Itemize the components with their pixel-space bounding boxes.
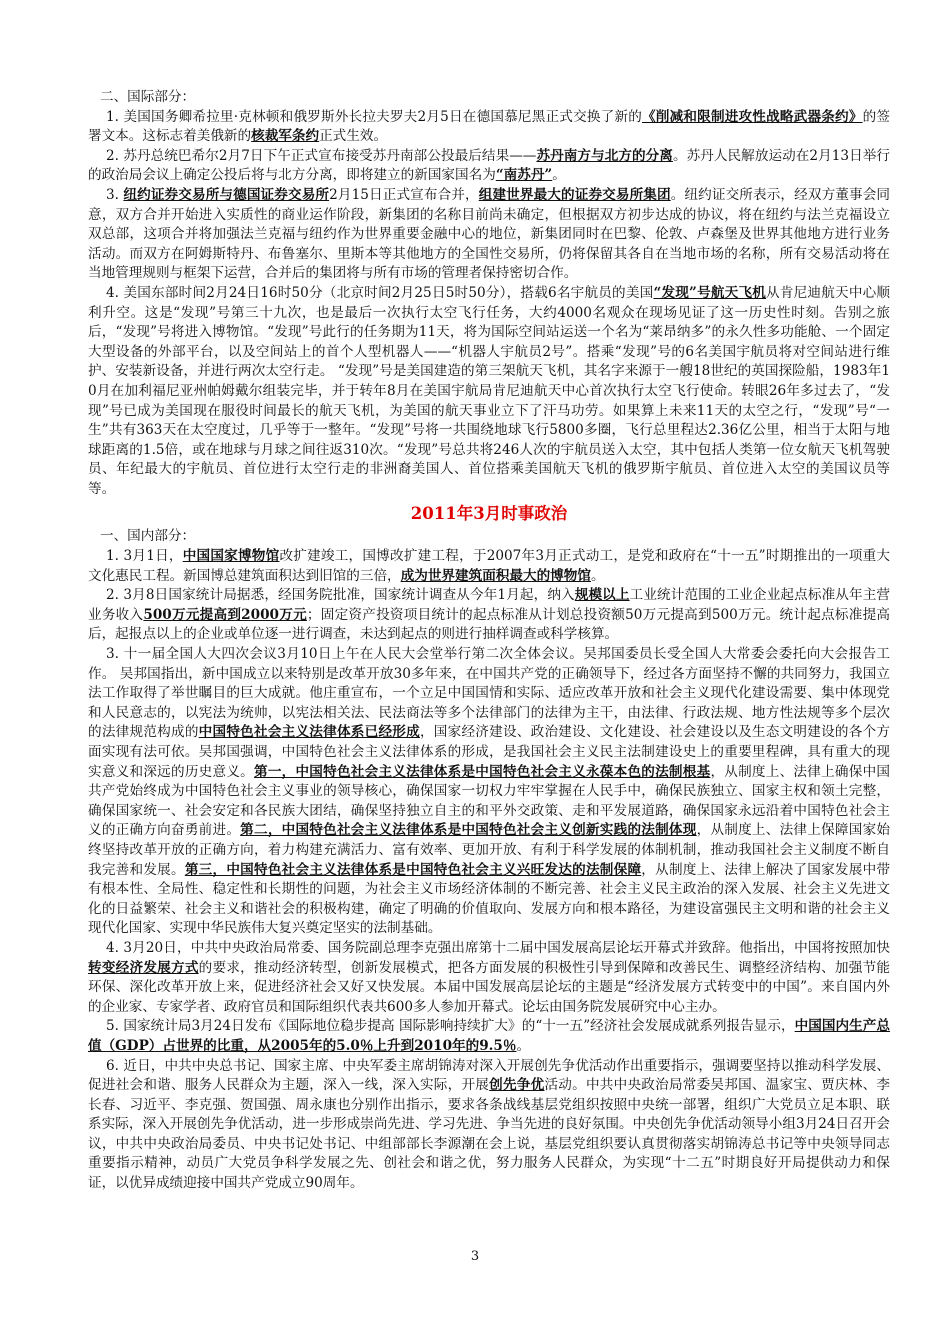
domestic-items	[88, 547, 890, 1194]
key-term: 《削减和限制进攻性战略武器条约》	[642, 108, 863, 125]
domestic-paragraph	[88, 645, 890, 939]
international-paragraph	[88, 108, 890, 147]
key-term: 核裁军条约	[251, 128, 320, 145]
key-term: 第一，中国特色社会主义法律体系是中国特色社会主义永葆本色的法制根基	[253, 763, 711, 780]
paragraph-text: ，国家经济建设、政治建设、文化建设、社会建设以及生态文明建设的各个方面实现有法可依。吴邦国强调，中国特色社会主义法律体系的形成，是我国社会主义民主法制建设史上的重要里程碑，具有重大的现实意义和深远的历史意义。	[88, 724, 891, 780]
key-term: 500万元提高到2000万元	[143, 606, 307, 623]
domestic-paragraph	[88, 1017, 890, 1056]
paragraph-text: ；固定资产投资项目统计的起点标准从计划总投资额50万元提高到500万元。统计起点标准提高后，起报点以上的企业或单位逐一进行调查，未达到起点的则进行抽样调查或科学核算。	[88, 606, 890, 643]
section-heading-domestic: 一、国内部分：	[100, 528, 196, 545]
paragraph-text: 1. 美国国务卿希拉里·克林顿和俄罗斯外长拉夫罗夫2月5日在德国慕尼黑正式交换了新的	[106, 108, 643, 125]
key-term: 中国特色社会主义法律体系已经形成	[198, 724, 420, 741]
domestic-paragraph	[88, 547, 890, 586]
paragraph-text: ，从制度上、法律上确保中国共产党始终成为中国特色社会主义事业的领导核心，确保国家一切权力牢牢掌握在人民手中，确保民族独立、国家主权和领土完整，确保国家统一、社会安定和各民族大团结，确保坚持独立自主的和平外交政策、走和平发展道路，确保国家永远沿着中国特色社会主义的正确方向奋勇前进。	[88, 763, 891, 839]
domestic-paragraph	[88, 586, 890, 645]
key-term: 中国国家博物馆	[182, 548, 280, 565]
key-term: 苏丹南方与北方的分离	[536, 147, 673, 164]
paragraph-text: 活动。中共中央政治局常委吴邦国、温家宝、贾庆林、李长春、习近平、李克强、贺国强、周永康也分别作出指示，要求各条战线基层党组织按照中央统一部署，组织广大党员立足本职、联系实际，深入开展创先争优活动，进一步形成崇尚先进、学习先进、争当先进的良好氛围。中央创先争优活动领导小组3月24日召开会议，中共中央政治局委员、中央书记处书记、中组部部长李源潮在会上说，基层党组织要认真贯彻落实胡锦涛总书记等中央领导同志重要指示精神，动员广大党员争科学发展之先、创社会和谐之优，努力服务人民群众，为实现“十二五”时期良好开局提供动力和保证，以优异成绩迎接中国共产党成立90周年。	[88, 1077, 891, 1192]
international-items	[88, 108, 890, 500]
paragraph-text: 。苏丹人民解放运动在2月13日举行的政治局会议上确定公投后将与北方分离，即将建立的新国家国名为	[88, 147, 890, 184]
domestic-paragraph	[88, 1057, 890, 1194]
paragraph-text: 2. 3月8日国家统计局据悉，经国务院批准，国家统计调查从今年1月起，纳入	[106, 587, 575, 604]
march-title: 2011年3月时事政治	[410, 504, 568, 524]
paragraph-text: 正式生效。	[319, 128, 388, 145]
international-paragraph	[88, 186, 890, 284]
paragraph-text: 。纽约证交所表示，经双方董事会同意，双方合并开始进入实质性的商业运作阶段，新集团的名称目前尚未确定，但根据双方初步达成的协议，将在纽约与法兰克福设立双总部，这项合并将加强法兰克福与纽约作为世界重要金融中心的地位，新集团同时在巴黎、伦敦、卢森堡及世界其他地方进行业务活动。而双方在阿姆斯特丹、布鲁塞尔、里斯本等其他地方的全国性交易所，仍将保留其各自在当地市场的名称，所有交易活动将在当地管理规则与框架下运营，合并后的集团将与所有市场的管理者保持密切合作。	[88, 186, 891, 282]
paragraph-text: 1. 3月1日，	[106, 548, 183, 565]
section-heading-international: 二、国际部分：	[100, 89, 196, 105]
paragraph-text: 5. 国家统计局3月24日发布《国际地位稳步提高 国际影响持续扩大》的“十一五”经济社会发展成就系列报告显示，	[106, 1018, 795, 1035]
paragraph-text: 3. 十一届全国人大四次会议3月10日上午在人民大会堂举行第二次全体会议。吴邦国委员长受全国人大常委会委托向大会报告工作。 吴邦国指出，新中国成立以来特别是改革开放30多年来，在中国共产党的正确领导下，经过各方面坚持不懈的共同努力，我国立法工作取得了举世瞩目的巨大成就。他庄重宣布，一个立足中国国情和实际、适应改革开放和社会主义现代化建设需要、集中体现党和人民意志的，以宪法为统帅，以宪法相关法、民法商法等多个法律部门的法律为主干，由法律、行政法规、地方性法规等多个层次的法律规范构成的	[88, 646, 890, 741]
key-term: “发现”号航天飞机	[653, 284, 767, 301]
paragraph-text: ，从制度上、法律上解决了国家发展中带有根本性、全局性、稳定性和长期性的问题，为社会主义市场经济体制的不断完善、社会主义民主政治的深入发展、社会主义先进文化的日益繁荣、社会主义和谐社会的积极构建，确定了明确的价值取向、发展方向和根本路径，为建设富强民主文明和谐的社会主义现代化国家、实现中华民族伟大复兴奠定坚实的法制基础。	[88, 861, 891, 937]
paragraph-text: 。	[552, 167, 566, 184]
key-term: 第三，中国特色社会主义法律体系是中国特色社会主义兴旺发达的法制保障	[184, 861, 642, 878]
paragraph-text: 2. 苏丹总统巴希尔2月7日下午正式宣布接受苏丹南部公投最后结果——	[106, 147, 537, 164]
key-term: 创先争优	[489, 1077, 545, 1094]
key-term: 纽约证券交易所与德国证券交易所	[123, 186, 330, 203]
paragraph-text: 4. 美国东部时间2月24日16时50分（北京时间2月25日5时50分），搭载6名宇航员的美国	[106, 284, 654, 301]
paragraph-text: 改扩建竣工，国博改扩建工程，于2007年3月正式动工，是党和政府在“十一五”时期推出的一项重大文化惠民工程。新国博总建筑面积达到旧馆的三倍，	[88, 548, 891, 584]
key-term: 第二，中国特色社会主义法律体系是中国特色社会主义创新实践的法制体现	[240, 822, 697, 839]
international-paragraph	[88, 147, 890, 186]
paragraph-text: 。	[590, 567, 605, 584]
key-term: 成为世界建筑面积最大的博物馆	[400, 567, 591, 584]
paragraph-text: ，从制度上、法律上保障国家始终坚持改革开放的正确方向，着力构建充满活力、富有效率、更加开放、有利于科学发展的体制机制，推动我国社会主义制度不断自我完善和发展。	[88, 822, 891, 878]
paragraph-text: 的签署文本。这标志着美俄新的	[88, 108, 890, 145]
key-term: 规模以上	[574, 587, 630, 604]
paragraph-text: 。	[516, 1037, 531, 1054]
paragraph-text: 6. 近日，中共中央总书记、国家主席、中央军委主席胡锦涛对深入开展创先争优活动作出重要指示，强调要坚持以推动科学发展、促进社会和谐、服务人民群众为主题，深入一线，深入实际，开展	[88, 1057, 890, 1094]
international-paragraph	[88, 284, 890, 500]
paragraph-text: 2月15日正式宣布合并，	[329, 186, 479, 203]
document-page	[88, 88, 890, 1194]
key-term: 中国国内生产总值（GDP）占世界的比重，从2005年的5.0％上升到2010年的9.5％	[88, 1018, 890, 1054]
key-term: “南苏丹”	[495, 167, 553, 184]
page-number: 3	[470, 1249, 480, 1264]
paragraph-text: 3.	[106, 186, 124, 203]
key-term: 转变经济发展方式	[88, 959, 199, 976]
domestic-paragraph	[88, 939, 890, 1017]
key-term: 组建世界最大的证券交易所集团	[478, 186, 671, 203]
paragraph-text: 4. 3月20日，中共中央政治局常委、国务院副总理李克强出席第十二届中国发展高层论坛开幕式并致辞。他指出，中国将按照加快	[106, 939, 890, 956]
paragraph-text: 的要求，推动经济转型，创新发展模式，把各方面发展的积极性引导到保障和改善民生、调整经济结构、加强节能环保、深化改革开放上来，促进经济社会又好又快发展。本届中国发展高层论坛的主题是“经济发展方式转变中的中国”。来自国内外的企业家、专家学者、政府官员和国际组织代表共600多人参加开幕式。论坛由国务院发展研究中心主办。	[88, 959, 890, 1015]
paragraph-text: 从肯尼迪航天中心顺利升空。这是“发现”号第三十九次，也是最后一次执行太空飞行任务，大约4000名观众在现场见证了这一历史性时刻。告别之旅后，“发现”号将进入博物馆。“发现”号此行的任务期为11天，将为国际空间站运送一个名为“莱昂纳多”的永久性多功能舱、一个固定大型设备的外部平台，以及空间站上的首个人型机器人——“机器人宇航员2号”。搭乘“发现”号的6名美国宇航员将对空间站进行维护、安装新设备，并进行两次太空行走。 “发现”号是美国建造的第三架航天飞机，其名字来源于一艘18世纪的英国探险船，1983年10月在加利福尼亚州帕姆戴尔组装完毕，并于转年8月在美国宇航局肯尼迪航天中心首次执行太空飞行使命。转眼26年多过去了，“发现”号已成为美国现在服役时间最长的航天飞机，为美国的航天事业立下了汗马功劳。如果算上未来11天的太空之行，“发现”号“一生”共有363天在太空度过，几乎等于一整年。“发现”号将一共围绕地球飞行5800多圈，飞行总里程达2.36亿公里，相当于太阳与地球距离的1.5倍，或在地球与月球之间往返310次。“发现”号总共将246人次的宇航员送入太空，其中包括人类第一位女航天飞机驾驶员、年纪最大的宇航员、首位进行太空行走的非洲裔美国人、首位搭乘美国航天飞机的俄罗斯宇航员、首位进入太空的美国议员等等。	[88, 284, 890, 497]
paragraph-text: 工业统计范围的工业企业起点标准从年主营业务收入	[88, 587, 891, 623]
